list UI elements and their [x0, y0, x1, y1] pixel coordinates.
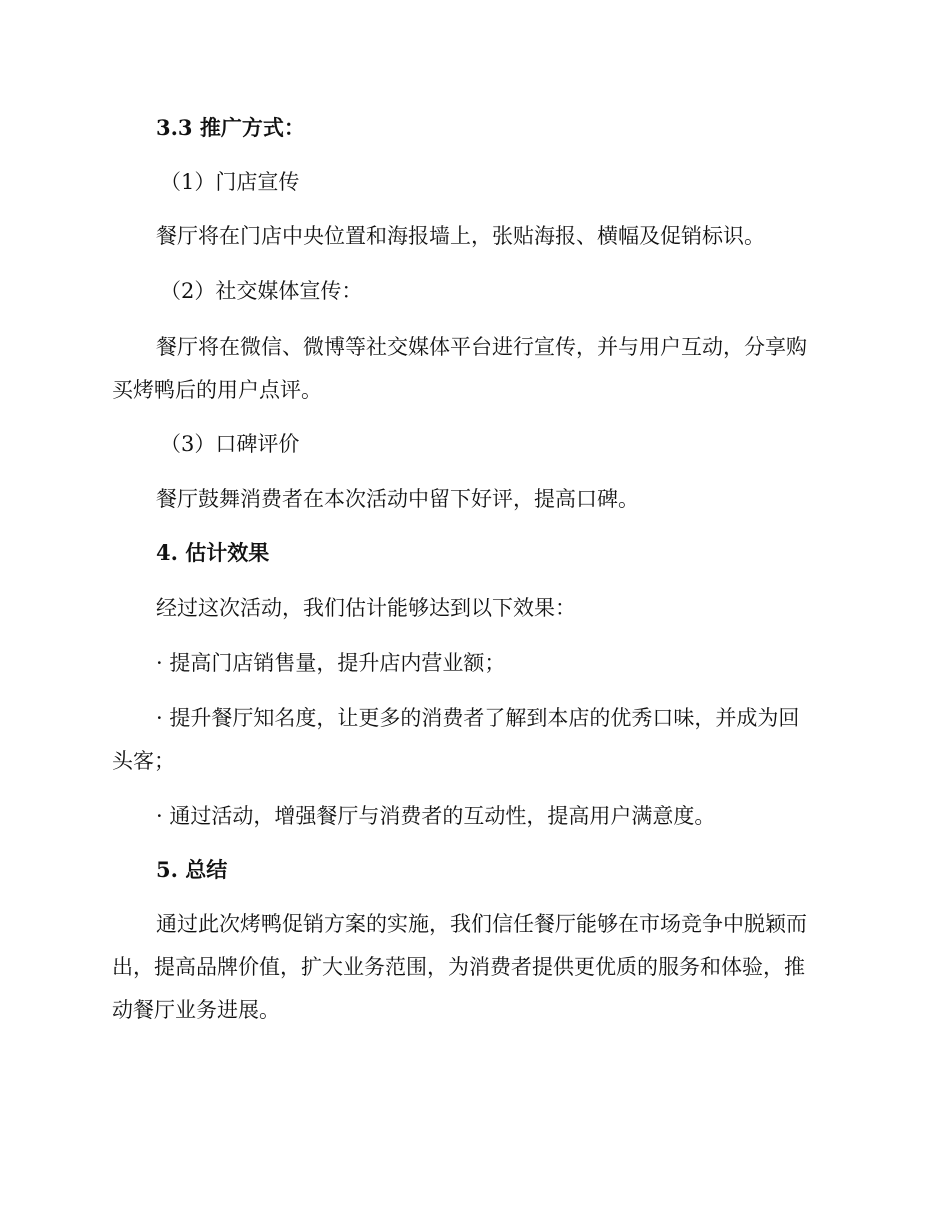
section-5-body-line1: 通过此次烤鸭促销方案的实施，我们信任餐厅能够在市场竞争中脱颖而: [156, 912, 807, 936]
item1-title: （1）门店宣传: [160, 170, 300, 194]
section-5-body-line2: 出，提高品牌价值，扩大业务范围，为消费者提供更优质的服务和体验，推: [112, 955, 805, 979]
section-5-body-line3: 动餐厅业务进展。: [112, 998, 280, 1022]
section-4-bullet2-line1: · 提升餐厅知名度，让更多的消费者了解到本店的优秀口味，并成为回: [156, 706, 800, 730]
section-4-heading: 4. 估计效果: [156, 540, 270, 565]
section-4-bullet2-line2: 头客；: [112, 749, 175, 773]
section-4-bullet3: · 通过活动，增强餐厅与消费者的互动性，提高用户满意度。: [156, 804, 716, 828]
item3-body: 餐厅鼓舞消费者在本次活动中留下好评，提高口碑。: [156, 487, 639, 511]
section-4-bullet1: · 提高门店销售量，提升店内营业额；: [156, 651, 506, 675]
section-3-3-heading: 3.3 推广方式：: [156, 115, 305, 140]
item1-body: 餐厅将在门店中央位置和海报墙上，张贴海报、横幅及促销标识。: [156, 224, 765, 248]
item2-title: （2）社交媒体宣传：: [160, 279, 363, 303]
item2-body-line2: 买烤鸭后的用户点评。: [112, 378, 322, 402]
section-4-intro: 经过这次活动，我们估计能够达到以下效果：: [156, 596, 576, 620]
item3-title: （3）口碑评价: [160, 432, 300, 456]
section-5-heading: 5. 总结: [156, 857, 228, 882]
item2-body-line1: 餐厅将在微信、微博等社交媒体平台进行宣传，并与用户互动，分享购: [156, 335, 807, 359]
